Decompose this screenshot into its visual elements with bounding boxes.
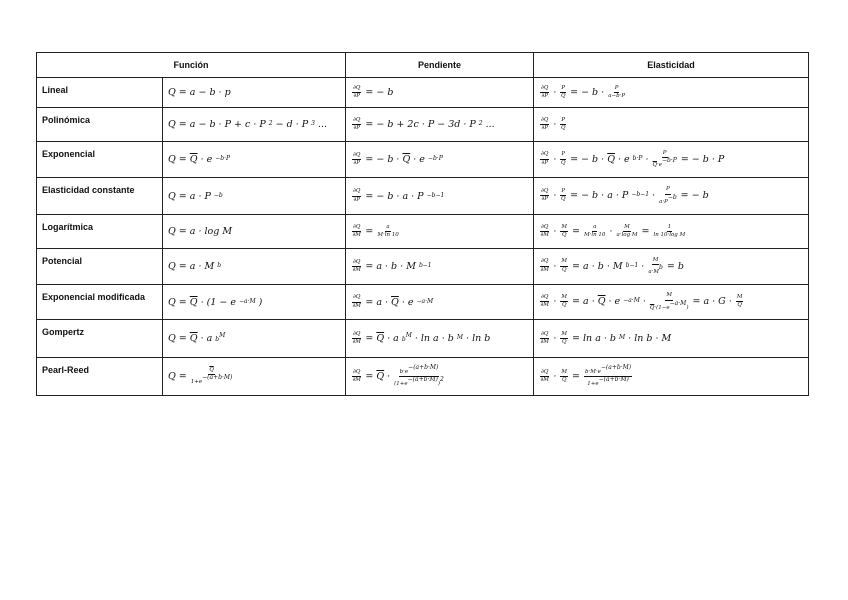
row-name: Logarítmica [37,215,163,249]
header-elasticidad: Elasticidad [534,53,809,78]
elasticidad-cell: $\frac{\partial Q}{\partial M}$ · $\frac{M}{Q}$ = a · b · M $^{b-1}$ · $\frac{M}{a\cdot M^b}$ = b [534,249,809,285]
elasticidad-cell: $\frac{\partial Q}{\partial M}$ · $\frac{M}{Q}$ = a · $\overline{Q}$ · e $^{-a\cdot M}$ · $\frac{M}{\overline{Q}\cdot(1-e^{-a\cdot M})}$ = a · G · $\frac{M}{Q}$ [534,285,809,320]
row-name: Gompertz [37,320,163,358]
funcion-cell: Q = a · M $^b$ [163,249,346,285]
table-header-row [37,53,809,78]
row-name: Pearl-Reed [37,358,163,396]
table-row [37,249,809,285]
elasticidad-cell: $\frac{\partial Q}{\partial P}$ · $\frac{P}{Q}$ [534,108,809,142]
funcion-cell: Q = a · log M [163,215,346,249]
funcion-cell: Q = $\overline{Q}$ · e $^{-b\cdot P}$ [163,142,346,178]
header-pendiente: Pendiente [346,53,534,78]
table-row [37,108,809,142]
funcion-cell: Q = $\overline{Q}$ · (1 − e $^{-a\cdot M}$ ) [163,285,346,320]
table-row [37,142,809,178]
formula-table [36,52,809,396]
row-name: Polinómica [37,108,163,142]
pendiente-cell: $\frac{\partial Q}{\partial M}$ = a · $\overline{Q}$ · e $^{-a\cdot M}$ [346,285,534,320]
elasticidad-cell: $\frac{\partial Q}{\partial M}$ · $\frac{M}{Q}$ = $\frac{b\cdot M\cdot e^{-(a+b\cdot M)}}{1+e^{-(a+b\cdot M)}}$ [534,358,809,396]
elasticidad-cell: $\frac{\partial Q}{\partial P}$ · $\frac{P}{Q}$ = − b · a · P $^{-b-1}$ · $\frac{P}{a\cdot P^{-b}}$ = − b [534,178,809,215]
header-funcion: Función [37,53,346,78]
pendiente-cell: $\frac{\partial Q}{\partial M}$ = a · b · M $^{b-1}$ [346,249,534,285]
table-row [37,358,809,396]
funcion-cell: Q = $\overline{Q}$ · a $^{b^M}$ [163,320,346,358]
pendiente-cell: $\frac{\partial Q}{\partial M}$ = $\overline{Q}$ · $\frac{b\cdot e^{-(a+b\cdot M)}}{(1+e^{-(a+b\cdot M)})^2}$ [346,358,534,396]
elasticidad-cell: $\frac{\partial Q}{\partial P}$ · $\frac{P}{Q}$ = − b · $\frac{P}{a-b\cdot P}$ [534,78,809,108]
elasticidad-cell: $\frac{\partial Q}{\partial P}$ · $\frac{P}{Q}$ = − b · $\overline{Q}$ · e $^{b\cdot P}$ · $\frac{P}{\overline{Q}\cdot e^{-b\cdot P}}$ = − b · P [534,142,809,178]
table-row [37,178,809,215]
pendiente-cell: $\frac{\partial Q}{\partial P}$ = − b + 2c · P − 3d · P $^2$ ... [346,108,534,142]
funcion-cell: Q = $\frac{\overline{Q}}{1+e^{-(a+b\cdot M)}}$ [163,358,346,396]
row-name: Exponencial modificada [37,285,163,320]
elasticidad-cell: $\frac{\partial Q}{\partial M}$ · $\frac{M}{Q}$ = $\frac{a}{M\cdot\ln 10}$ · $\frac{M}{\text{a·log M}}$ = $\frac{1}{\text{ln 10·log M}}$ [534,215,809,249]
pendiente-cell: $\frac{\partial Q}{\partial P}$ = − b · $\overline{Q}$ · e $^{-b\cdot P}$ [346,142,534,178]
funcion-cell: Q = a − b · P + c · P $^2$ − d · P $^3$ ... [163,108,346,142]
table-row [37,320,809,358]
pendiente-cell: $\frac{\partial Q}{\partial P}$ = − b · a · P $^{-b-1}$ [346,178,534,215]
funcion-cell: Q = a · P $^{-b}$ [163,178,346,215]
elasticidad-cell: $\frac{\partial Q}{\partial M}$ · $\frac{M}{Q}$ = ln a · b $^M$ · ln b · M [534,320,809,358]
table-row [37,78,809,108]
row-name: Potencial [37,249,163,285]
row-name: Elasticidad constante [37,178,163,215]
pendiente-cell: $\frac{\partial Q}{\partial M}$ = $\frac{a}{M\cdot\ln 10}$ [346,215,534,249]
row-name: Exponencial [37,142,163,178]
row-name: Lineal [37,78,163,108]
funcion-cell: Q = a − b · p [163,78,346,108]
pendiente-cell: $\frac{\partial Q}{\partial M}$ = $\overline{Q}$ · a $^{b^M}$ · ln a · b $^M$ · ln b [346,320,534,358]
pendiente-cell: $\frac{\partial Q}{\partial P}$ = − b [346,78,534,108]
table-row [37,215,809,249]
table-row [37,285,809,320]
